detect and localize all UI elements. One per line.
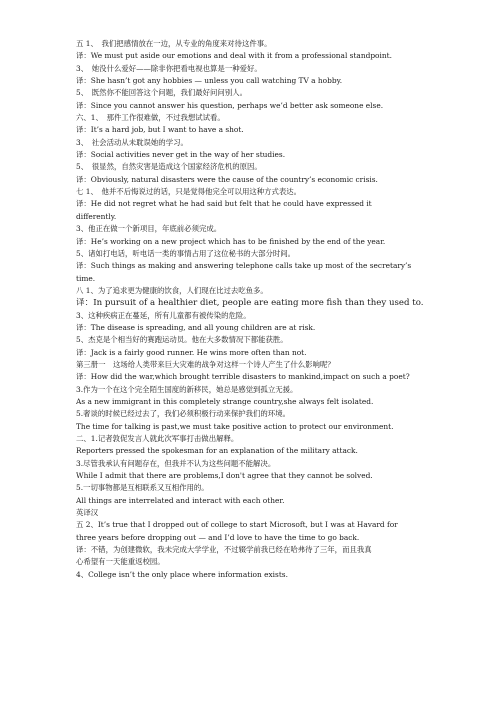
text-line: 译：Such things as making and answering telephone calls take up most of the secretary’s <box>76 261 412 271</box>
text-line: All things are interrelated and interact with each other. <box>76 495 285 505</box>
text-line: 5、 既然你不能回答这个问题，我们最好问问别人。 <box>76 88 247 98</box>
section-heading: 英译汉 <box>76 508 99 518</box>
text-line: 3.尽管我承认有问题存在，但我并不认为这些问题不能解决。 <box>76 458 276 468</box>
text-line: time. <box>76 273 96 283</box>
text-line: 五 2、It’s true that I dropped out of college to start Microsoft, but I was at Havard for <box>76 520 398 530</box>
text-line: 译：She hasn’t got any hobbies — unless you call watching TV a hobby. <box>76 76 343 86</box>
text-line: 五 1、 我们把感情放在一边，从专业的角度来对待这件事。 <box>76 39 272 48</box>
text-line: 第三册一 这场给人类带来巨大灾难的战争对这样一个诗人产生了什么影响呢？ <box>76 359 335 369</box>
text-line: 3、他正在做一个新项目，年底前必须完成。 <box>76 224 222 234</box>
text-line: 译：He did not regret what he had said but felt that he could have expressed it <box>76 199 372 209</box>
text-line: 七 1、 他并不后悔说过的话，只是觉得他完全可以用这种方式表达。 <box>76 187 302 197</box>
text-line: 二、1.记者敦促发言人就此次军事打击做出解释。 <box>76 434 239 443</box>
text-line: 八 1、为了追求更为健康的饮食，人们现在比过去吃鱼多。 <box>76 285 268 295</box>
text-line: 3.作为一个在这个完全陌生国度的新移民，她总是感觉到孤立无援。 <box>76 384 298 394</box>
text-line: While I admit that there are problems,I don't agree that they cannot be solved. <box>76 471 373 481</box>
text-line: 译：The disease is spreading, and all young children are at risk. <box>76 322 316 332</box>
text-line: Reporters pressed the spokesman for an explanation of the military attack. <box>76 446 358 456</box>
text-line: 译：He’s working on a new project which has to be finished by the end of the year. <box>76 236 386 246</box>
text-line: 译：We must put aside our emotions and deal with it from a professional standpoint. <box>76 51 392 61</box>
text-line: 译：Since you cannot answer his question, perhaps we’d better ask someone else. <box>76 100 384 110</box>
text-line: 3、 她没什么爱好——除非你把看电视也算是一种爱好。 <box>76 63 262 73</box>
text-line: three years before dropping out — and I’d love to have the time to go back. <box>76 532 360 542</box>
text-line: 心希望有一天能重返校园。 <box>76 557 165 567</box>
document-body <box>76 38 428 581</box>
text-line: 5、 很显然，自然灾害是造成这个国家经济危机的原因。 <box>76 162 262 172</box>
text-line: 译：Jack is a fairly good runner. He wins more often than not. <box>76 347 307 357</box>
text-line: As a new immigrant in this completely strange country,she always felt isolated. <box>76 396 374 406</box>
text-line: 六、1、 那件工作很难做，不过我想试试看。 <box>76 113 225 123</box>
text-line: differently. <box>76 211 117 221</box>
text-line: 译：Obviously, natural disasters were the cause of the country’s economic crisis. <box>76 174 378 184</box>
text-line: 5、诸如打电话，听电话一类的事情占用了这位秘书的大部分时间。 <box>76 248 296 258</box>
text-line: 译：Social activities never get in the way of her studies. <box>76 150 286 160</box>
text-line: 5.奢谈的时候已经过去了，我们必须积极行动来保护我们的环境。 <box>76 409 290 419</box>
text-line: 5.一切事物都是互相联系又互相作用的。 <box>76 483 209 493</box>
text-line: 3、 社会活动从未耽误她的学习。 <box>76 137 188 147</box>
text-line: 3、这种疾病正在蔓延，所有儿童都有被传染的危险。 <box>76 310 251 320</box>
text-line: 4、College isn’t the only place where information exists. <box>76 569 288 579</box>
text-line: 译：How did the war,which brought terrible disasters to mankind,impact on such a poet? <box>76 372 410 382</box>
text-line: The time for talking is past,we must take positive action to protect our environment. <box>76 421 394 431</box>
text-line: 译：It’s a hard job, but I want to have a shot. <box>76 125 244 135</box>
text-line: 译：不错，为创建微软，我未完成大学学业，不过辍学前我已经在哈弗待了三年，而且我真 <box>76 545 372 555</box>
text-line: 5、杰克是个相当好的赛跑运动员。他在大多数情况下都能获胜。 <box>76 335 288 345</box>
text-line: 译：In pursuit of a healthier diet, people are eating more fish than they used to. <box>76 298 424 309</box>
